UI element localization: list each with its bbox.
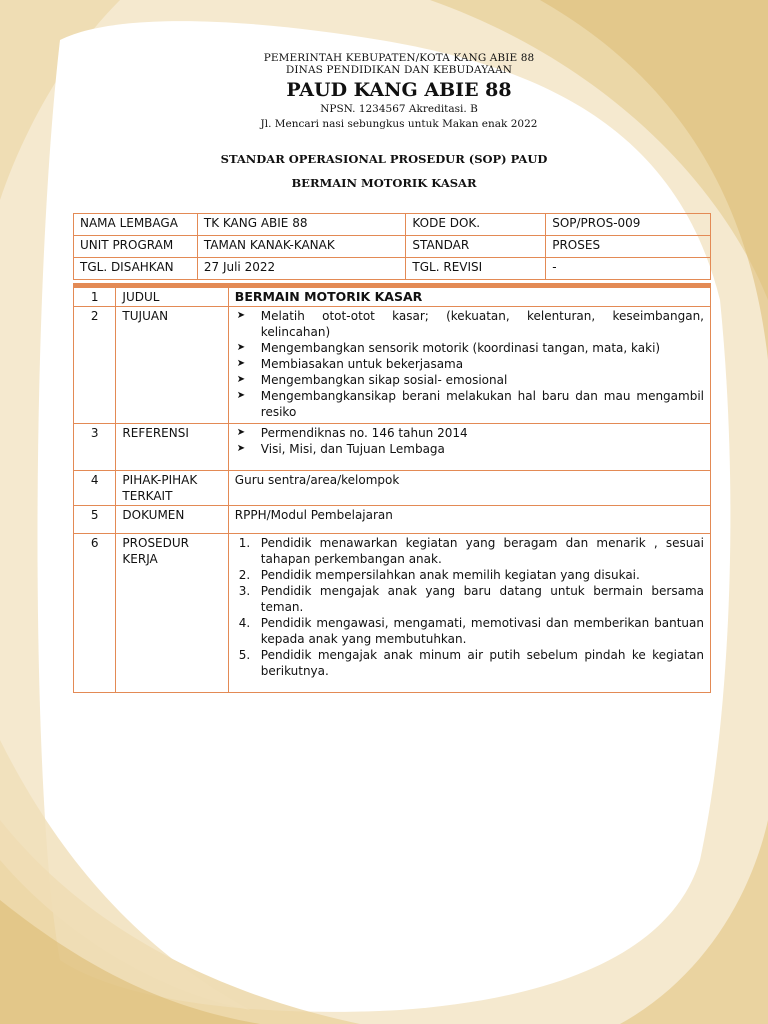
list-item: 1. Pendidik menawarkan kegiatan yang beragam dan menarik , sesuai tahapan perkembangan anak. [238,536,704,566]
list-item: ➤ Membiasakan untuk bekerjasama [236,357,464,371]
row-prosedur [74,534,711,693]
referensi-list-cell [228,424,710,471]
row-label: TUJUAN [116,307,228,424]
row-pihak [74,471,711,506]
list-item: ➤ Melatih otot-otot kasar; (kekuatan, kelenturan, keseimbangan, kelincahan) [236,309,704,339]
info-label: STANDAR [406,236,546,258]
row-label: JUDUL [116,286,228,307]
list-item: ➤ Visi, Misi, dan Tujuan Lembaga [236,442,445,456]
info-row [74,214,711,236]
school-name: PAUD KANG ABIE 88 [286,79,512,101]
row-label: PROSEDUR KERJA [116,534,228,693]
row-label: DOKUMEN [116,506,228,534]
list-item: ➤ Mengembangkan sensorik motorik (koordinasi tangan, mata, kaki) [236,341,661,355]
dokumen-value: RPPH/Modul Pembelajaran [228,506,710,534]
row-tujuan [74,307,711,424]
info-value: PROSES [546,236,711,258]
arrow-bullet-icon: ➤ [236,427,246,438]
row-judul [74,286,711,307]
list-item: 4. Pendidik mengawasi, mengamati, memotivasi dan memberikan bantuan kepada anak yang membutuhkan. [238,616,704,646]
arrow-bullet-icon: ➤ [236,342,246,353]
npsn-line: NPSN. 1234567 Akreditasi. B [320,103,478,115]
info-label: TGL. DISAHKAN [74,258,198,280]
info-label: TGL. REVISI [406,258,546,280]
row-referensi [74,424,711,471]
info-label: NAMA LEMBAGA [74,214,198,236]
list-item: ➤ Mengembangkan sikap sosial- emosional [236,373,508,387]
address-line: Jl. Mencari nasi sebungkus untuk Makan enak 2022 [260,118,538,130]
judul-value: BERMAIN MOTORIK KASAR [228,286,710,307]
row-label: PIHAK-PIHAK TERKAIT [116,471,228,506]
list-item: ➤ Permendiknas no. 146 tahun 2014 [236,426,468,440]
info-row [74,258,711,280]
list-item: 5. Pendidik mengajak anak minum air putih sebelum pindah ke kegiatan berikutnya. [238,648,704,678]
referensi-list [235,425,704,457]
arrow-bullet-icon: ➤ [236,310,246,321]
document-info-table [73,213,711,280]
row-number: 3 [74,424,116,471]
row-number: 4 [74,471,116,506]
tujuan-list [235,308,704,420]
sop-content-table [73,283,711,693]
list-item: 3. Pendidik mengajak anak yang baru datang untuk bermain bersama teman. [238,584,704,614]
pihak-value: Guru sentra/area/kelompok [228,471,710,506]
row-number: 5 [74,506,116,534]
tujuan-list-cell [228,307,710,424]
arrow-bullet-icon: ➤ [236,374,246,385]
arrow-bullet-icon: ➤ [236,358,246,369]
info-value: - [546,258,711,280]
prosedur-list [235,535,704,679]
department-line: DINAS PENDIDIKAN DAN KEBUDAYAAN [285,64,513,76]
info-label: KODE DOK. [406,214,546,236]
info-label: UNIT PROGRAM [74,236,198,258]
arrow-bullet-icon: ➤ [236,443,246,454]
info-value: 27 Juli 2022 [197,258,406,280]
info-value: TAMAN KANAK-KANAK [197,236,406,258]
row-number: 1 [74,286,116,307]
list-item: ➤ Mengembangkansikap berani melakukan hal baru dan mau mengambil resiko [236,389,704,419]
row-label: REFERENSI [116,424,228,471]
info-value: TK KANG ABIE 88 [197,214,406,236]
info-value: SOP/PROS-009 [546,214,711,236]
government-line: PEMERINTAH KEBUPATEN/KOTA KANG ABIE 88 [263,52,535,64]
row-number: 6 [74,534,116,693]
letterhead [0,52,768,132]
row-dokumen [74,506,711,534]
sop-subtitle: BERMAIN MOTORIK KASAR [291,176,477,190]
list-item: 2. Pendidik mempersilahkan anak memilih kegiatan yang disukai. [238,568,640,582]
sop-title: STANDAR OPERASIONAL PROSEDUR (SOP) PAUD [220,152,548,166]
arrow-bullet-icon: ➤ [236,390,246,401]
prosedur-list-cell [228,534,710,693]
row-number: 2 [74,307,116,424]
info-row [74,236,711,258]
